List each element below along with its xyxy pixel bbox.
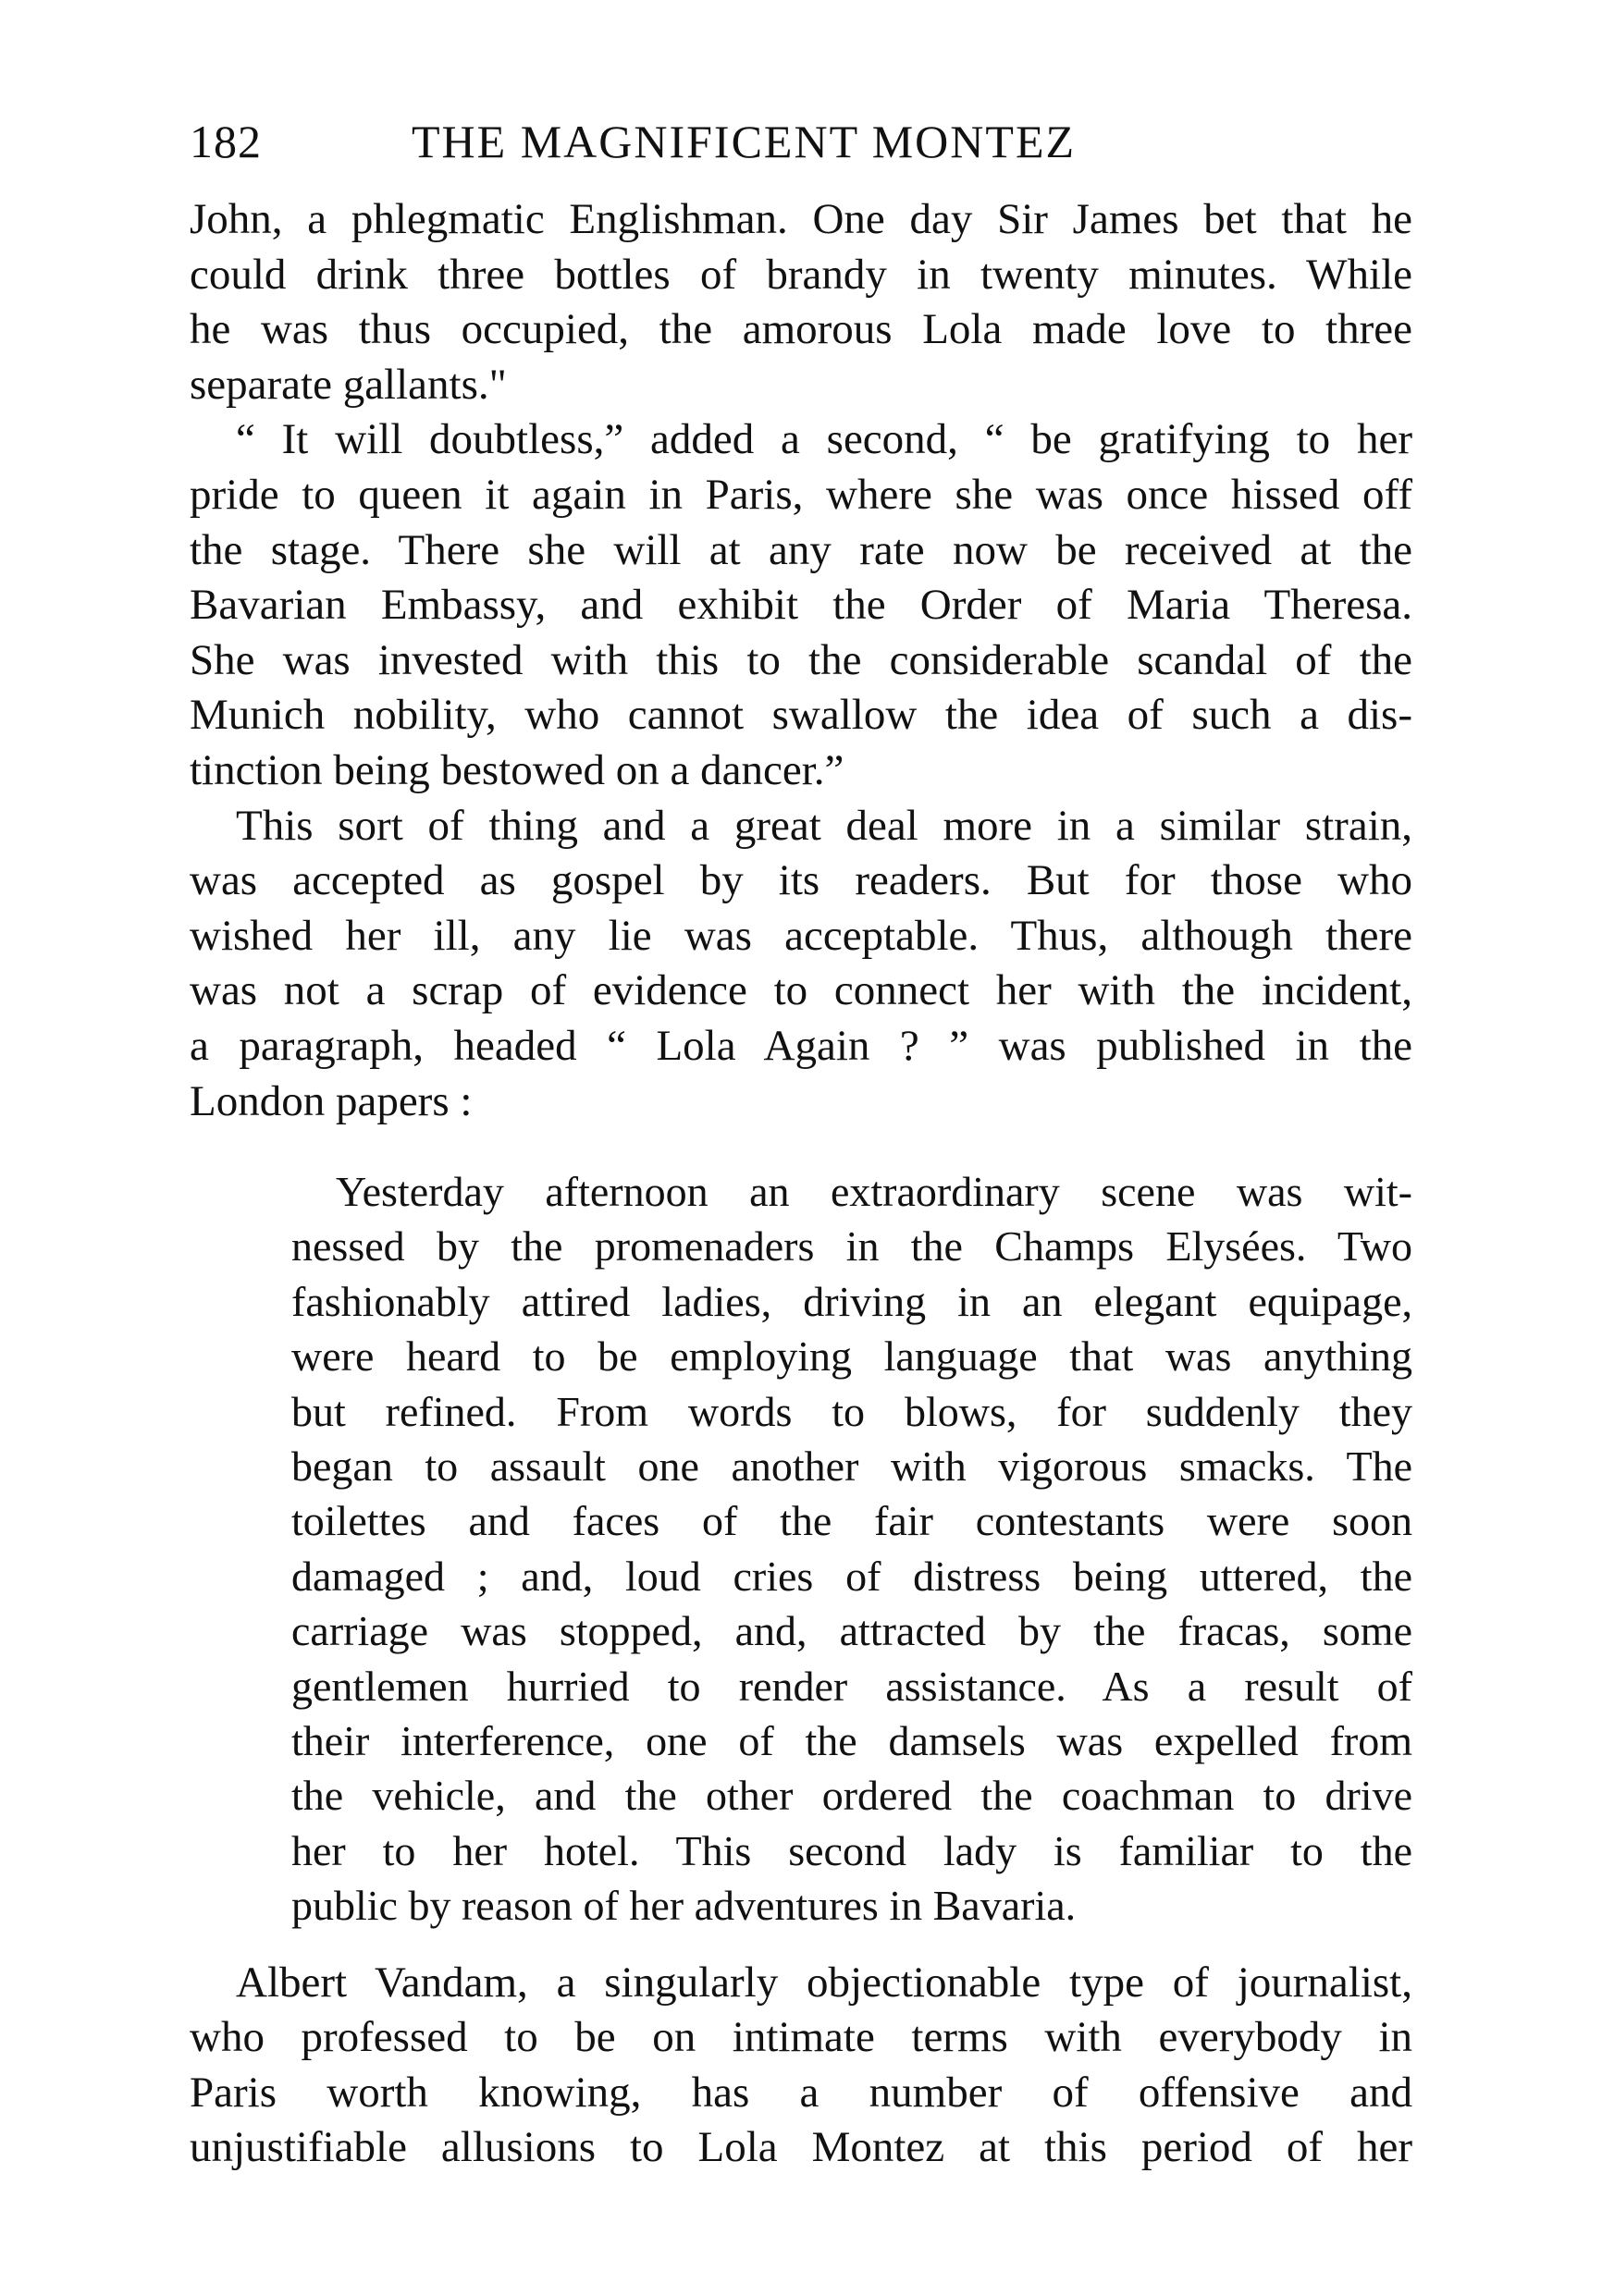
quote-line: nessed by the promenaders in the Champs Elysées. Two — [291, 1222, 1412, 1271]
page-number: 182 — [190, 116, 262, 167]
quote-line: her to her hotel. This second lady is familiar to the — [291, 1826, 1412, 1874]
quote-line: Yesterday afternoon an extraordinary scene was wit- — [336, 1168, 1412, 1216]
text-line: was not a scrap of evidence to connect her with the incident, — [190, 966, 1412, 1015]
text-line: pride to queen it again in Paris, where she was once hissed off — [190, 470, 1412, 519]
block-quote — [291, 1164, 1412, 1933]
text-line: Paris worth knowing, has a number of offensive and — [190, 2068, 1412, 2117]
text-line: unjustifiable allusions to Lola Montez at this period of her — [190, 2123, 1412, 2172]
text-line: wished her ill, any lie was acceptable. Thus, although there — [190, 911, 1412, 960]
quote-line: public by reason of her adventures in Bavaria. — [291, 1882, 1077, 1930]
quote-line: their interference, one of the damsels was expelled from — [291, 1717, 1412, 1764]
text-line: Bavarian Embassy, and exhibit the Order of Maria Theresa. — [190, 581, 1412, 630]
running-head — [190, 109, 1412, 174]
text-line: Albert Vandam, a singularly objectionable type of journalist, — [236, 1958, 1412, 2007]
running-title: THE MAGNIFICENT MONTEZ — [412, 116, 1077, 167]
text-line: was accepted as gospel by its readers. But for those who — [190, 856, 1412, 905]
paragraph-second-quote — [190, 412, 1412, 798]
quote-line: but refined. From words to blows, for suddenly they — [291, 1387, 1412, 1435]
quote-line: gentlemen hurried to render assistance. As a result of — [291, 1662, 1412, 1710]
paragraph-vandam — [190, 1956, 1412, 2176]
text-line: could drink three bottles of brandy in twenty minutes. While — [190, 250, 1412, 299]
paragraph-gospel — [190, 799, 1412, 1130]
text-line: This sort of thing and a great deal more in a similar strain, — [236, 801, 1412, 850]
quote-line: carriage was stopped, and, attracted by the fracas, some — [291, 1607, 1412, 1655]
quote-line: toilettes and faces of the fair contestants were soon — [291, 1497, 1412, 1545]
quote-line: damaged ; and, loud cries of distress being uttered, the — [291, 1552, 1412, 1600]
text-line: the stage. There she will at any rate now be received at the — [190, 525, 1412, 574]
quote-line: the vehicle, and the other ordered the coachman to drive — [291, 1772, 1412, 1820]
text-line: a paragraph, headed “ Lola Again ? ” was published in the — [190, 1021, 1412, 1070]
text-line: Munich nobility, who cannot swallow the idea of such a dis- — [190, 691, 1412, 740]
text-line: London papers : — [190, 1076, 473, 1125]
text-line: “ It will doubtless,” added a second, “ be gratifying to her — [236, 415, 1412, 464]
quote-line: were heard to be employing language that was anything — [291, 1332, 1412, 1381]
text-line: he was thus occupied, the amorous Lola made love to three — [190, 305, 1412, 354]
text-line: John, a phlegmatic Englishman. One day Sir James bet that he — [190, 195, 1412, 243]
paragraph-continuation — [190, 192, 1412, 412]
text-line: tinction being bestowed on a dancer.” — [190, 745, 844, 794]
quote-line: fashionably attired ladies, driving in an elegant equipage, — [291, 1277, 1412, 1325]
body-text — [190, 192, 1412, 2176]
text-line: She was invested with this to the considerable scandal of the — [190, 635, 1412, 684]
text-line: who professed to be on intimate terms with everybody in — [190, 2013, 1412, 2062]
text-line: separate gallants." — [190, 360, 507, 409]
quote-line: began to assault one another with vigorous smacks. The — [291, 1443, 1412, 1491]
